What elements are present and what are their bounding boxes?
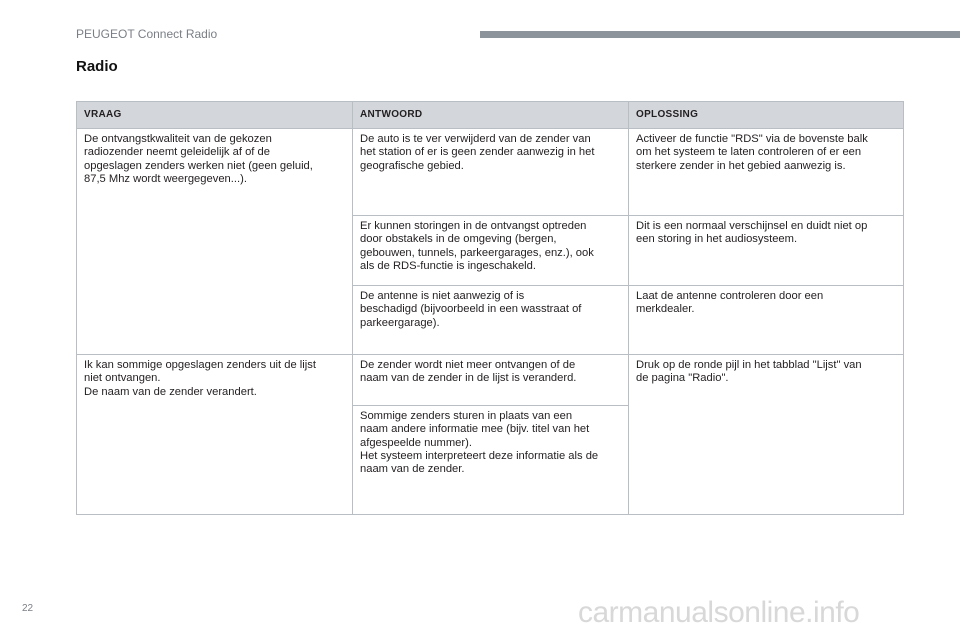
watermark: carmanualsonline.info [578, 596, 860, 629]
solution-cell: Activeer de functie "RDS" via de bovenste balk om het systeem te laten controleren of er een sterkere zender in het gebied aanwezig is. [629, 129, 904, 216]
header-bar [480, 31, 960, 38]
column-header-solution: OPLOSSING [629, 102, 904, 129]
question-cell: Ik kan sommige opgeslagen zenders uit de lijst niet ontvangen. De naam van de zender verandert. [77, 355, 353, 515]
column-header-answer: ANTWOORD [353, 102, 629, 129]
troubleshooting-table [76, 101, 904, 515]
answer-cell: De zender wordt niet meer ontvangen of de naam van de zender in de lijst is veranderd. [353, 355, 629, 406]
document-header-title: PEUGEOT Connect Radio [76, 27, 218, 41]
answer-cell: De auto is te ver verwijderd van de zender van het station of er is geen zender aanwezig in het geografische gebied. [353, 129, 629, 216]
table-header-row [77, 102, 904, 129]
solution-cell: Dit is een normaal verschijnsel en duidt niet op een storing in het audiosysteem. [629, 216, 904, 286]
question-cell: De ontvangstkwaliteit van de gekozen radiozender neemt geleidelijk af of de opgeslagen zenders werken niet (geen geluid, 87,5 Mhz wordt weergegeven...). [77, 129, 353, 355]
solution-cell: Laat de antenne controleren door een merkdealer. [629, 286, 904, 355]
page-number: 22 [22, 603, 34, 614]
answer-cell: Sommige zenders sturen in plaats van een naam andere informatie mee (bijv. titel van het afgespeelde nummer). Het systeem interpreteert deze informatie als de naam van de zender. [353, 406, 629, 515]
solution-cell: Druk op de ronde pijl in het tabblad "Lijst" van de pagina "Radio". [629, 355, 904, 515]
table-row [77, 129, 904, 216]
answer-cell: De antenne is niet aanwezig of is beschadigd (bijvoorbeeld in een wasstraat of parkeergarage). [353, 286, 629, 355]
section-title: Radio [76, 58, 118, 75]
answer-cell: Er kunnen storingen in de ontvangst optreden door obstakels in de omgeving (bergen, gebouwen, tunnels, parkeergarages, enz.), ook als de RDS-functie is ingeschakeld. [353, 216, 629, 286]
table-row [77, 355, 904, 406]
column-header-question: VRAAG [77, 102, 353, 129]
